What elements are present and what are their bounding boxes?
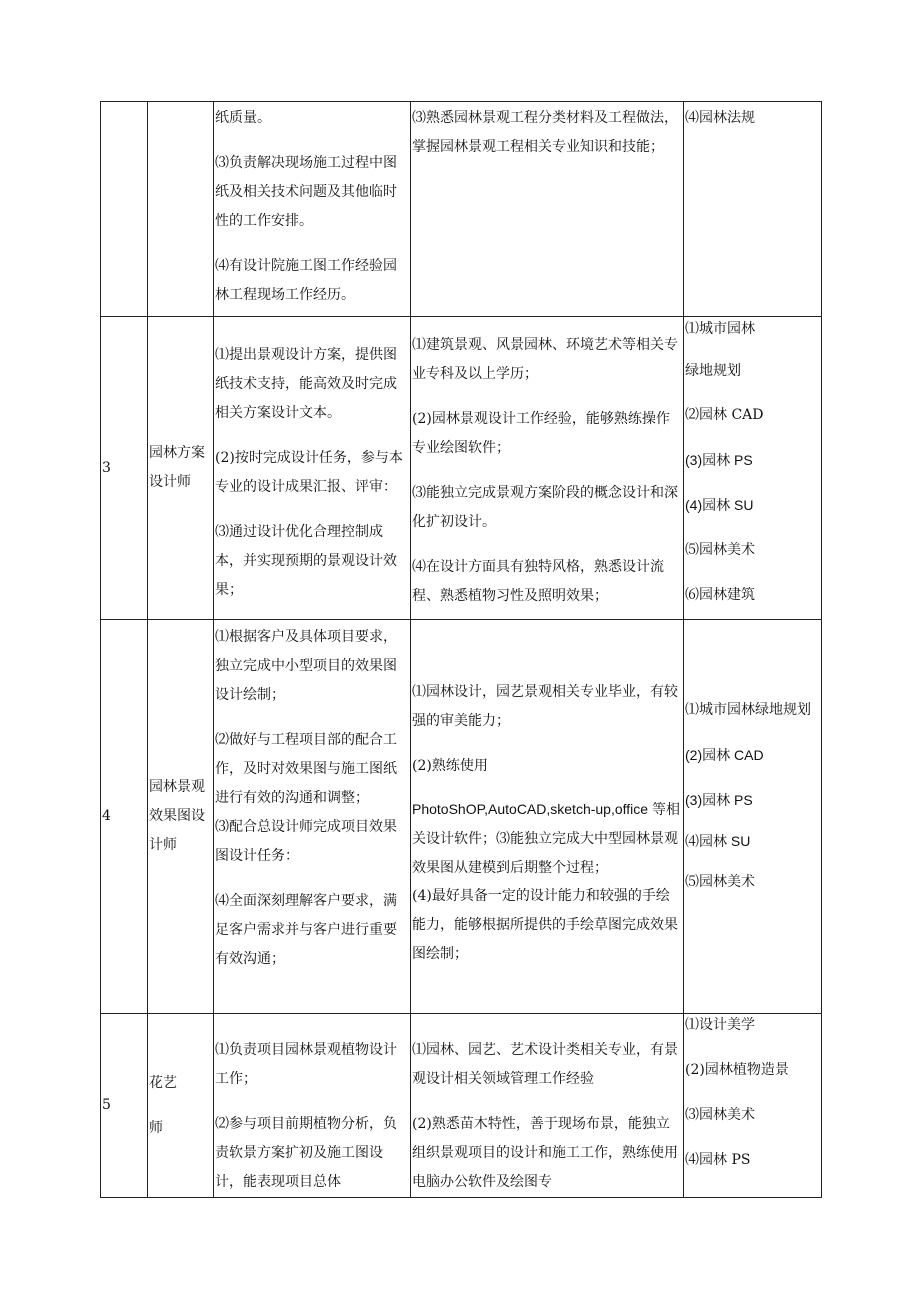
duties-cell <box>214 620 411 1014</box>
course-item: (4)园林 SU <box>685 497 754 513</box>
course-item: ⑴设计美学 <box>685 1017 755 1033</box>
course-item: (3)园林 PS <box>685 792 753 808</box>
position-name-line: 师 <box>149 1119 163 1136</box>
course-item: (2)园林植物造景 <box>685 1062 789 1078</box>
duty-text: ⑴根据客户及具体项目要求，独立完成中小型项目的效果图设计绘制； <box>215 629 397 703</box>
duty-text: ⑶通过设计优化合理控制成本，并实现预期的景观设计效果； <box>215 524 397 598</box>
duty-text: 纸质量。 <box>215 110 271 126</box>
duties-cell <box>214 317 411 620</box>
requirement-text: ⑴园林设计，园艺景观相关专业毕业，有较强的审美能力； <box>412 684 678 729</box>
requirements-cell <box>411 620 684 1014</box>
duty-text: ⑶配合总设计师完成项目效果图设计任务： <box>215 819 397 864</box>
duties-cell <box>214 1014 411 1198</box>
requirement-text: ⑷在设计方面具有独特风格，熟悉设计流程、熟悉植物习性及照明效果； <box>412 559 664 604</box>
course-item: ⑸园林美术 <box>685 542 755 558</box>
duty-text: ⑷有设计院施工图工作经验园林工程现场工作经历。 <box>215 258 397 303</box>
requirement-text: (4)最好具备一定的设计能力和较强的手绘能力，能够根据所提供的手绘草图完成效果图绘制； <box>412 888 678 962</box>
course-item: ⑷园林 SU <box>685 833 751 849</box>
requirements-cell <box>411 1014 684 1198</box>
table-row <box>101 102 822 317</box>
course-item: (2)园林 CAD <box>685 747 764 763</box>
row-number: 4 <box>101 620 148 1014</box>
table-row <box>101 620 822 1014</box>
course-item: (3)园林 PS <box>685 452 753 468</box>
requirement-text: ⑶熟悉园林景观工程分类材料及工程做法，掌握园林景观工程相关专业知识和技能； <box>412 110 678 155</box>
duty-text: ⑵做好与工程项目部的配合工作，及时对效果图与施工图纸进行有效的沟通和调整； <box>215 732 397 806</box>
course-item: ⑷园林法规 <box>685 110 755 126</box>
position-name: 园林景观效果图设计师 <box>148 620 214 1014</box>
duty-text: ⑶负责解决现场施工过程中图纸及相关技术问题及其他临时性的工作安排。 <box>215 155 397 229</box>
position-name <box>148 1014 214 1198</box>
courses-cell <box>684 317 822 620</box>
position-name: 园林方案设计师 <box>148 317 214 620</box>
row-number: 3 <box>101 317 148 620</box>
duty-text: ⑴负责项目园林景观植物设计工作； <box>215 1042 397 1087</box>
courses-cell <box>684 102 822 317</box>
position-name <box>148 102 214 317</box>
requirement-text: PhotoShOP,AutoCAD,sketch-up,office 等相关设计软件；⑶能独立完成大中型园林景观效果图从建模到后期整个过程； <box>412 801 680 875</box>
table-row <box>101 317 822 620</box>
row-number <box>101 102 148 317</box>
course-item: 绿地规划 <box>685 363 741 379</box>
requirement-text: (2)园林景观设计工作经验，能够熟练操作专业绘图软件； <box>412 411 670 456</box>
row-number: 5 <box>101 1014 148 1198</box>
courses-cell <box>684 1014 822 1198</box>
course-item: ⑹园林建筑 <box>685 587 755 603</box>
position-name-line: 花艺 <box>149 1074 177 1091</box>
job-table <box>100 101 822 1198</box>
duty-text: ⑴提出景观设计方案，提供图纸技术支持，能高效及时完成相关方案设计文本。 <box>215 347 397 421</box>
requirements-cell <box>411 102 684 317</box>
course-item: ⑴城市园林 <box>685 321 755 337</box>
course-item: ⑸园林美术 <box>685 874 755 890</box>
requirements-cell <box>411 317 684 620</box>
duty-text: ⑵参与项目前期植物分析，负责软景方案扩初及施工图设计，能表现项目总体 <box>215 1116 397 1190</box>
course-item: ⑵园林 CAD <box>685 407 764 423</box>
requirement-text: ⑶能独立完成景观方案阶段的概念设计和深化扩初设计。 <box>412 485 678 530</box>
requirement-text: (2)熟练使用 <box>412 758 488 774</box>
course-item: ⑴城市园林绿地规划 <box>685 702 811 718</box>
table-row <box>101 1014 822 1198</box>
requirement-text: ⑴园林、园艺、艺术设计类相关专业，有景观设计相关领域管理工作经验 <box>412 1042 678 1087</box>
duty-text: ⑷全面深刻理解客户要求，满足客户需求并与客户进行重要有效沟通； <box>215 893 397 967</box>
course-item: ⑷园林 PS <box>685 1152 751 1168</box>
requirement-text: ⑴建筑景观、风景园林、环境艺术等相关专业专科及以上学历； <box>412 337 678 382</box>
requirement-text: (2)熟悉苗木特性，善于现场布景，能独立组织景观项目的设计和施工工作，熟练使用电脑办公软件及绘图专 <box>412 1116 678 1190</box>
course-item: ⑶园林美术 <box>685 1107 755 1123</box>
courses-cell <box>684 620 822 1014</box>
duty-text: (2)按时完成设计任务，参与本专业的设计成果汇报、评审： <box>215 450 403 495</box>
duties-cell <box>214 102 411 317</box>
